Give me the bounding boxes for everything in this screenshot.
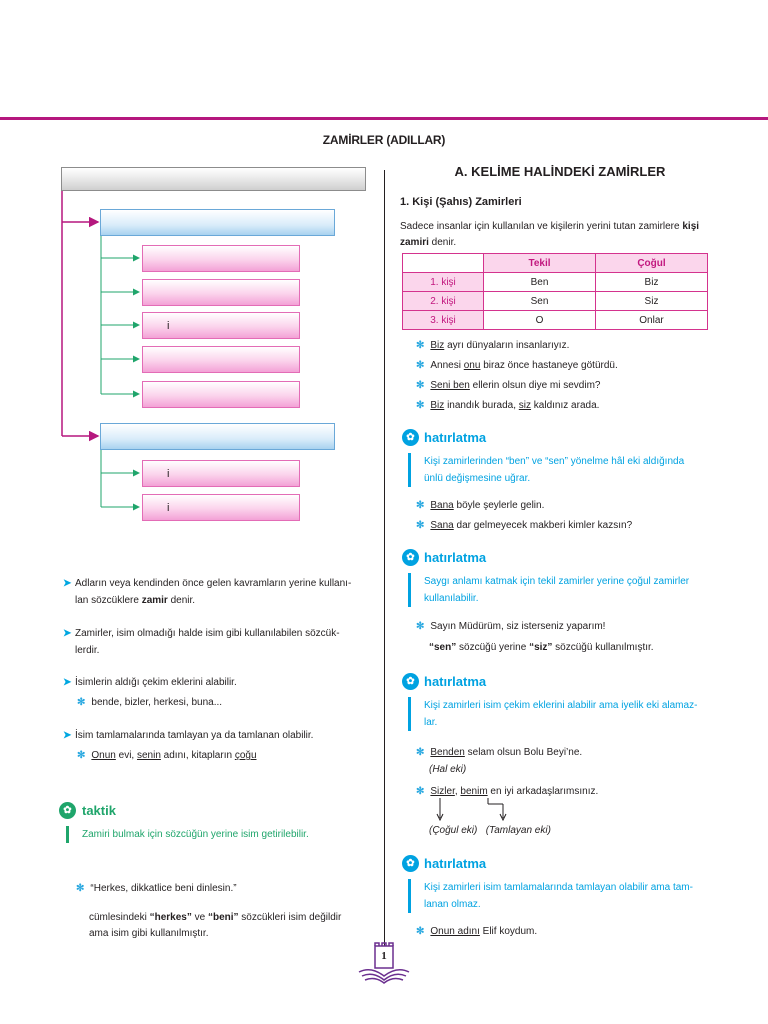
table-header: Tekil bbox=[484, 254, 596, 273]
lightbulb-icon: ✿ bbox=[402, 673, 419, 690]
diagram-item-box-3: i bbox=[142, 312, 300, 339]
hatirlatma-example: ✻ Onun adını Elif koydum. bbox=[416, 926, 538, 937]
hatirlatma-title: hatırlatma bbox=[424, 430, 487, 445]
asterisk-icon: ✻ bbox=[77, 697, 86, 708]
hatirlatma-bar bbox=[408, 573, 411, 607]
hatirlatma-text: Kişi zamirlerinden “ben” ve “sen” yönelme hâl eki aldığında ünlü değişmesine uğrar. bbox=[424, 456, 685, 484]
lightbulb-icon: ✿ bbox=[402, 429, 419, 446]
asterisk-icon: ✻ bbox=[416, 340, 425, 351]
asterisk-icon: ✻ bbox=[416, 380, 425, 391]
hatirlatma-title: hatırlatma bbox=[424, 550, 487, 565]
hatirlatma-examples: ✻ Bana böyle şeylerle gelin. ✻ Sana dar gelmeyecek makberi kimler kazsın? bbox=[416, 500, 633, 531]
lightbulb-icon: ✿ bbox=[402, 549, 419, 566]
personal-pronoun-table bbox=[402, 253, 708, 330]
diagram-item-box-5 bbox=[142, 381, 300, 408]
intro-paragraph: Sadece insanlar için kullanılan ve kişilerin yerini tutan zamirlere kişi zamiri denir. bbox=[400, 221, 700, 248]
hatirlatma-note: “sen” sözcüğü yerine “siz” sözcüğü kullanılmıştır. bbox=[429, 642, 654, 653]
table-corner bbox=[403, 254, 484, 273]
subsection-heading: 1. Kişi (Şahıs) Zamirleri bbox=[400, 196, 522, 208]
asterisk-icon: ✻ bbox=[416, 400, 425, 411]
asterisk-icon: ✻ bbox=[77, 750, 86, 761]
taktik-title: taktik bbox=[82, 803, 116, 818]
table-header: Çoğul bbox=[596, 254, 708, 273]
diagram-category-box-1 bbox=[100, 209, 335, 236]
arrow-bullet-icon: ➤ bbox=[63, 730, 72, 741]
hatirlatma-annotation: (Hal eki) bbox=[429, 764, 467, 775]
hatirlatma-example: ✻ Sizler, benim en iyi arkadaşlarımsınız. bbox=[416, 786, 599, 797]
taktik-explanation: cümlesindeki “herkes” ve “beni” sözcükleri isim değildir ama isim gibi kullanılmıştır. bbox=[89, 912, 342, 939]
taktik-example: ✻ “Herkes, dikkatlice beni dinlesin.” bbox=[76, 883, 237, 894]
example-list-1: ✻ Biz ayrı dünyaların insanlarıyız. ✻ Annesi onu biraz önce hastaneye götürdü. ✻ Seni ben ellerin olsun diye mi sevdim? ✻ Biz inandık burada, siz kaldınız arada. bbox=[416, 340, 618, 411]
table-row: 1. kişi Ben Biz bbox=[403, 273, 708, 292]
hatirlatma-bar bbox=[408, 697, 411, 731]
asterisk-icon: ✻ bbox=[416, 786, 425, 797]
table-row: 3. kişi O Onlar bbox=[403, 311, 708, 330]
arrow-bullet-icon: ➤ bbox=[63, 677, 72, 688]
hatirlatma-text: Kişi zamirleri isim çekim eklerini alabilir ama iyelik eki alamaz- lar. bbox=[424, 700, 698, 728]
asterisk-icon: ✻ bbox=[416, 520, 425, 531]
hatirlatma-title: hatırlatma bbox=[424, 674, 487, 689]
hatirlatma-bar bbox=[408, 879, 411, 913]
diagram-item-box-2 bbox=[142, 279, 300, 306]
hatirlatma-text: Kişi zamirleri isim tamlamalarında tamlayan olabilir ama tam- lanan olmaz. bbox=[424, 882, 693, 910]
taktik-text: Zamiri bulmak için sözcüğün yerine isim getirilebilir. bbox=[82, 829, 309, 840]
diagram-item-box-4 bbox=[142, 346, 300, 373]
page-number: 1 bbox=[381, 950, 387, 962]
lightbulb-icon: ✿ bbox=[402, 855, 419, 872]
hatirlatma-text: Saygı anlamı katmak için tekil zamirler yerine çoğul zamirler kullanılabilir. bbox=[424, 576, 690, 604]
asterisk-icon: ✻ bbox=[416, 360, 425, 371]
table-row: 2. kişi Sen Siz bbox=[403, 292, 708, 311]
hatirlatma-example: ✻ Sayın Müdürüm, siz isterseniz yaparım! bbox=[416, 621, 606, 632]
book-emblem-icon bbox=[355, 942, 413, 986]
taktik-bar bbox=[66, 826, 69, 843]
diagram-item-box-6: i bbox=[142, 460, 300, 487]
column-divider bbox=[384, 170, 385, 950]
diagram-category-box-2 bbox=[100, 423, 335, 450]
asterisk-icon: ✻ bbox=[416, 500, 425, 511]
hatirlatma-annotation: (Çoğul eki) (Tamlayan eki) bbox=[429, 825, 551, 836]
asterisk-icon: ✻ bbox=[416, 621, 425, 632]
arrow-bullet-icon: ➤ bbox=[63, 628, 72, 639]
arrow-bullet-icon: ➤ bbox=[63, 578, 72, 589]
diagram-item-box-7: i bbox=[142, 494, 300, 521]
section-heading: A. KELİME HALİNDEKİ ZAMİRLER bbox=[454, 164, 666, 179]
diagram-item-box-1 bbox=[142, 245, 300, 272]
hatirlatma-bar bbox=[408, 453, 411, 487]
asterisk-icon: ✻ bbox=[76, 883, 85, 894]
page-title: ZAMİRLER (ADILLAR) bbox=[322, 133, 446, 147]
asterisk-icon: ✻ bbox=[416, 747, 425, 758]
asterisk-icon: ✻ bbox=[416, 926, 425, 937]
suffix-arrows bbox=[430, 798, 510, 824]
lightbulb-icon: ✿ bbox=[59, 802, 76, 819]
hatirlatma-title: hatırlatma bbox=[424, 856, 487, 871]
hatirlatma-example: ✻ Benden selam olsun Bolu Beyi’ne. bbox=[416, 747, 583, 758]
